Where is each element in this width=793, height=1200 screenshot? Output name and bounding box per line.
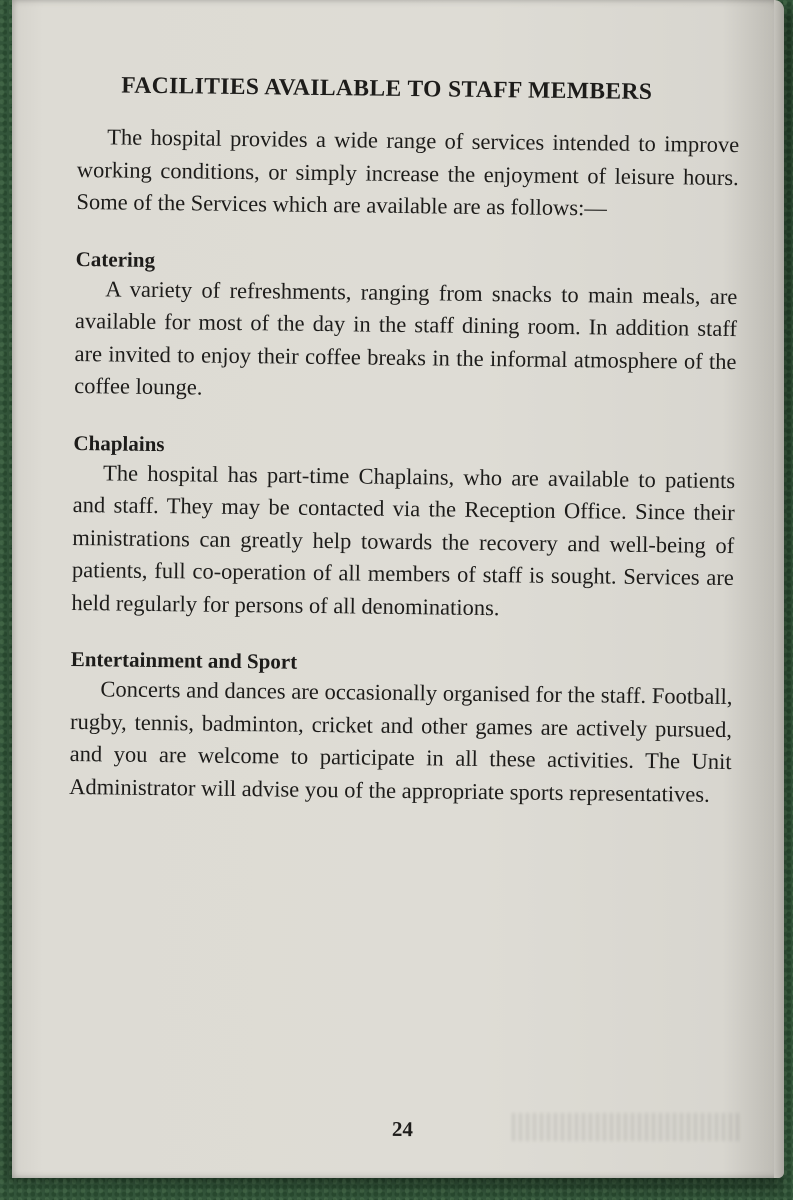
page-edge: [774, 0, 784, 1178]
bleed-through-texture: [512, 1113, 742, 1141]
section-body: The hospital has part-time Chaplains, who are available to patients and staff. They may be contacted via the Reception Office. Since their ministrations can greatly help towards the recovery and well-being of patients, full co-operation of all members of staff is sought. Services are held regularly for persons of all denominations.: [71, 459, 736, 620]
section-body: Concerts and dances are occasionally organised for the staff. Football, rugby, tennis, badminton, cricket and other games are actively pursued, and you are welcome to participate in all these activities. The Unit Administrator will advise you of the appropriate sports representatives.: [69, 676, 733, 807]
section-catering: [74, 244, 738, 410]
section-body: A variety of refreshments, ranging from snacks to main meals, are available for most of the day in the staff dining room. In addition staff are invited to enjoy their coffee breaks in the informal atmosphere of the coffee lounge.: [74, 275, 738, 400]
section-heading: Catering: [75, 246, 156, 272]
section-heading: Chaplains: [73, 430, 165, 456]
intro-paragraph: The hospital provides a wide range of services intended to improve working conditions, or simply increase the enjoyment of leisure hours. Some of the Services which are available are as follows:—: [76, 124, 740, 221]
page-number: 24: [391, 1116, 414, 1142]
section-chaplains: [71, 428, 735, 627]
booklet-page: [12, 0, 784, 1178]
section-entertainment-and-sport: [69, 645, 733, 811]
page-content: [69, 72, 740, 811]
section-heading: Entertainment and Sport: [70, 646, 298, 674]
page-title: FACILITIES AVAILABLE TO STAFF MEMBERS: [121, 72, 653, 106]
